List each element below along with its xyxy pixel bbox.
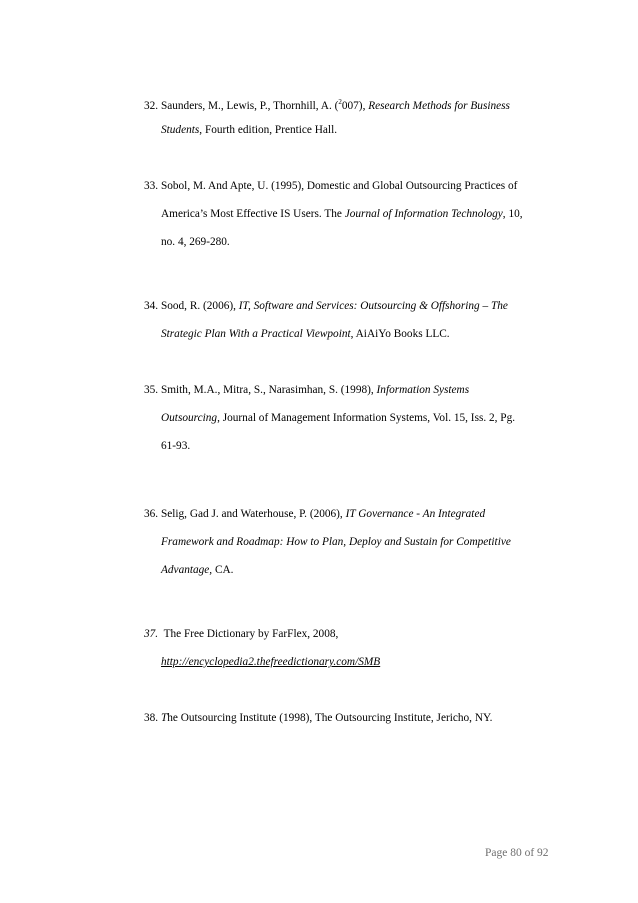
reference-year: 007),	[341, 100, 369, 112]
reference-35	[144, 376, 584, 460]
reference-publisher: , Fourth edition, Prentice Hall.	[199, 124, 338, 136]
reference-number: 33.	[144, 180, 159, 192]
reference-number: 34.	[144, 300, 159, 312]
reference-location: CA.	[212, 564, 234, 576]
reference-line	[144, 556, 584, 584]
reference-text: Sobol, M. And Apte, U. (1995), Domestic and Global Outsourcing Practices of	[160, 180, 518, 192]
reference-line	[144, 528, 584, 556]
reference-title: Advantage,	[161, 564, 213, 576]
reference-line	[144, 292, 584, 320]
reference-text: T	[160, 712, 168, 724]
reference-line	[144, 376, 584, 404]
reference-title: Students	[161, 124, 200, 136]
reference-title: Outsourcing	[161, 412, 218, 424]
reference-text: , 10,	[502, 208, 523, 220]
page-number: Page 80 of 92	[485, 847, 549, 859]
reference-title: Information Systems	[376, 384, 470, 396]
reference-line	[144, 620, 584, 648]
reference-number: 35.	[144, 384, 159, 396]
reference-title: Strategic Plan With a Practical Viewpoint	[161, 328, 351, 340]
reference-32	[144, 88, 584, 144]
reference-title: Research Methods for Business	[368, 100, 510, 112]
reference-text: America’s Most Effective IS Users. The	[161, 208, 345, 220]
reference-line	[144, 172, 584, 200]
reference-publisher: , AiAiYo Books LLC.	[350, 328, 450, 340]
reference-line	[144, 88, 584, 116]
reference-line	[144, 320, 584, 348]
reference-text: The Free Dictionary by FarFlex, 2008,	[158, 628, 339, 640]
reference-number: 32.	[144, 100, 159, 112]
reference-authors: Saunders, M., Lewis, P., Thornhill, A. (	[160, 100, 339, 112]
reference-37	[144, 620, 584, 676]
reference-38	[144, 704, 584, 732]
reference-line	[144, 704, 584, 732]
reference-36	[144, 500, 584, 584]
reference-journal: Journal of Information Technology	[344, 208, 503, 220]
reference-title: Framework and Roadmap: How to Plan, Deploy and Sustain for Competitive	[161, 536, 511, 548]
reference-number: 36.	[144, 508, 159, 520]
reference-authors: Smith, M.A., Mitra, S., Narasimhan, S. (1998),	[160, 384, 377, 396]
reference-line	[144, 200, 584, 228]
reference-link[interactable]: http://encyclopedia2.thefreedictionary.com/SMB	[161, 656, 381, 668]
reference-line	[144, 432, 584, 460]
reference-line	[144, 648, 584, 676]
reference-line	[144, 404, 584, 432]
reference-number: 38.	[144, 712, 161, 724]
reference-number: 37.	[144, 628, 159, 640]
reference-title: IT, Software and Services: Outsourcing & Offshoring – The	[238, 300, 508, 312]
reference-pages: 61-93.	[161, 440, 191, 452]
reference-pages: no. 4, 269-280.	[161, 236, 230, 248]
reference-authors: Sood, R. (2006),	[160, 300, 239, 312]
reference-text: he Outsourcing Institute (1998), The Outsourcing Institute, Jericho, NY.	[167, 712, 493, 724]
superscript-mark: 2	[338, 98, 342, 106]
reference-authors: Selig, Gad J. and Waterhouse, P. (2006),	[160, 508, 346, 520]
reference-line	[144, 116, 584, 144]
reference-title: IT Governance - An Integrated	[345, 508, 486, 520]
reference-journal: , Journal of Management Information Systems, Vol. 15, Iss. 2, Pg.	[217, 412, 516, 424]
reference-line	[144, 228, 584, 256]
reference-line	[144, 500, 584, 528]
reference-34	[144, 292, 584, 348]
reference-33	[144, 172, 584, 256]
